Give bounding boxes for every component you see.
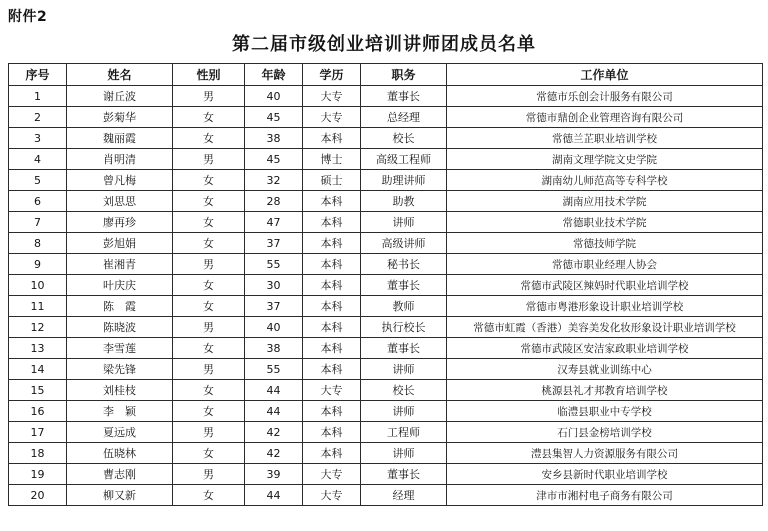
cell-education: 本科 — [303, 191, 361, 212]
cell-gender: 女 — [173, 296, 245, 317]
cell-name: 崔湘青 — [67, 254, 173, 275]
cell-index: 10 — [9, 275, 67, 296]
cell-age: 42 — [245, 422, 303, 443]
cell-position: 董事长 — [361, 338, 447, 359]
cell-age: 40 — [245, 317, 303, 338]
cell-name: 肖明清 — [67, 149, 173, 170]
cell-workplace: 津市市湘村电子商务有限公司 — [447, 485, 763, 506]
cell-name: 曾凡梅 — [67, 170, 173, 191]
cell-name: 夏远成 — [67, 422, 173, 443]
cell-workplace: 常德职业技术学院 — [447, 212, 763, 233]
cell-workplace: 常德市鼎创企业管理咨询有限公司 — [447, 107, 763, 128]
cell-age: 47 — [245, 212, 303, 233]
cell-education: 本科 — [303, 233, 361, 254]
cell-index: 6 — [9, 191, 67, 212]
page-bottom-edge — [0, 521, 768, 531]
cell-age: 44 — [245, 380, 303, 401]
cell-name: 彭菊华 — [67, 107, 173, 128]
cell-workplace: 常德市武陵区安洁家政职业培训学校 — [447, 338, 763, 359]
cell-education: 本科 — [303, 359, 361, 380]
cell-education: 博士 — [303, 149, 361, 170]
cell-education: 大专 — [303, 485, 361, 506]
cell-position: 秘书长 — [361, 254, 447, 275]
table-row — [9, 191, 763, 212]
table-row — [9, 422, 763, 443]
table-row — [9, 107, 763, 128]
cell-workplace: 安乡县新时代职业培训学校 — [447, 464, 763, 485]
cell-index: 14 — [9, 359, 67, 380]
cell-position: 讲师 — [361, 443, 447, 464]
cell-position: 董事长 — [361, 464, 447, 485]
header-education: 学历 — [303, 64, 361, 86]
table-row — [9, 317, 763, 338]
header-position: 职务 — [361, 64, 447, 86]
document-title: 第二届市级创业培训讲师团成员名单 — [232, 34, 536, 55]
cell-education: 本科 — [303, 422, 361, 443]
cell-index: 11 — [9, 296, 67, 317]
cell-age: 44 — [245, 485, 303, 506]
cell-education: 本科 — [303, 443, 361, 464]
cell-index: 7 — [9, 212, 67, 233]
cell-age: 42 — [245, 443, 303, 464]
cell-gender: 女 — [173, 401, 245, 422]
cell-gender: 女 — [173, 380, 245, 401]
cell-gender: 男 — [173, 317, 245, 338]
cell-name: 刘思思 — [67, 191, 173, 212]
cell-gender: 女 — [173, 233, 245, 254]
cell-education: 大专 — [303, 380, 361, 401]
table-row — [9, 380, 763, 401]
cell-name: 陈 霞 — [67, 296, 173, 317]
header-workplace: 工作单位 — [447, 64, 763, 86]
cell-index: 19 — [9, 464, 67, 485]
cell-name: 刘桂枝 — [67, 380, 173, 401]
cell-education: 大专 — [303, 86, 361, 107]
cell-index: 8 — [9, 233, 67, 254]
cell-index: 16 — [9, 401, 67, 422]
header-name: 姓名 — [67, 64, 173, 86]
cell-gender: 男 — [173, 359, 245, 380]
cell-position: 董事长 — [361, 86, 447, 107]
cell-education: 本科 — [303, 254, 361, 275]
cell-workplace: 湖南应用技术学院 — [447, 191, 763, 212]
cell-index: 13 — [9, 338, 67, 359]
cell-gender: 女 — [173, 191, 245, 212]
cell-gender: 男 — [173, 422, 245, 443]
cell-gender: 女 — [173, 212, 245, 233]
cell-name: 梁先锋 — [67, 359, 173, 380]
cell-education: 本科 — [303, 296, 361, 317]
cell-name: 伍晓林 — [67, 443, 173, 464]
cell-position: 高级讲师 — [361, 233, 447, 254]
header-index: 序号 — [9, 64, 67, 86]
cell-age: 40 — [245, 86, 303, 107]
table-row — [9, 485, 763, 506]
cell-workplace: 常德技师学院 — [447, 233, 763, 254]
cell-age: 39 — [245, 464, 303, 485]
cell-index: 15 — [9, 380, 67, 401]
cell-index: 12 — [9, 317, 67, 338]
cell-index: 20 — [9, 485, 67, 506]
cell-gender: 男 — [173, 149, 245, 170]
cell-name: 谢丘波 — [67, 86, 173, 107]
table-row — [9, 86, 763, 107]
cell-gender: 女 — [173, 443, 245, 464]
table-row — [9, 443, 763, 464]
cell-name: 李 颖 — [67, 401, 173, 422]
table-row — [9, 128, 763, 149]
cell-name: 廖再珍 — [67, 212, 173, 233]
cell-position: 总经理 — [361, 107, 447, 128]
cell-workplace: 湖南文理学院文史学院 — [447, 149, 763, 170]
cell-education: 本科 — [303, 338, 361, 359]
cell-index: 5 — [9, 170, 67, 191]
table-row — [9, 275, 763, 296]
cell-gender: 男 — [173, 464, 245, 485]
cell-index: 9 — [9, 254, 67, 275]
member-table — [8, 63, 763, 506]
cell-position: 高级工程师 — [361, 149, 447, 170]
cell-workplace: 桃源县礼才邦教育培训学校 — [447, 380, 763, 401]
table-row — [9, 212, 763, 233]
table-row — [9, 149, 763, 170]
cell-age: 45 — [245, 107, 303, 128]
table-row — [9, 359, 763, 380]
cell-education: 大专 — [303, 464, 361, 485]
cell-education: 大专 — [303, 107, 361, 128]
cell-education: 本科 — [303, 401, 361, 422]
cell-name: 曹志刚 — [67, 464, 173, 485]
cell-gender: 女 — [173, 128, 245, 149]
table-row — [9, 170, 763, 191]
cell-position: 讲师 — [361, 359, 447, 380]
cell-workplace: 澧县集智人力资源服务有限公司 — [447, 443, 763, 464]
cell-age: 45 — [245, 149, 303, 170]
cell-gender: 女 — [173, 107, 245, 128]
cell-workplace: 常德市职业经理人协会 — [447, 254, 763, 275]
cell-name: 魏丽霞 — [67, 128, 173, 149]
cell-gender: 女 — [173, 338, 245, 359]
table-row — [9, 254, 763, 275]
cell-position: 工程师 — [361, 422, 447, 443]
cell-age: 37 — [245, 296, 303, 317]
cell-workplace: 常德市乐创会计服务有限公司 — [447, 86, 763, 107]
cell-position: 经理 — [361, 485, 447, 506]
cell-position: 校长 — [361, 128, 447, 149]
cell-age: 44 — [245, 401, 303, 422]
cell-name: 叶庆庆 — [67, 275, 173, 296]
cell-education: 硕士 — [303, 170, 361, 191]
cell-workplace: 常德市武陵区辣妈时代职业培训学校 — [447, 275, 763, 296]
cell-gender: 女 — [173, 170, 245, 191]
cell-position: 讲师 — [361, 401, 447, 422]
cell-workplace: 石门县金榜培训学校 — [447, 422, 763, 443]
cell-age: 55 — [245, 359, 303, 380]
header-gender: 性别 — [173, 64, 245, 86]
cell-workplace: 常德市粤港形象设计职业培训学校 — [447, 296, 763, 317]
cell-workplace: 湖南幼儿师范高等专科学校 — [447, 170, 763, 191]
cell-position: 校长 — [361, 380, 447, 401]
cell-age: 32 — [245, 170, 303, 191]
cell-index: 2 — [9, 107, 67, 128]
table-row — [9, 464, 763, 485]
cell-age: 37 — [245, 233, 303, 254]
cell-age: 38 — [245, 338, 303, 359]
cell-workplace: 汉寿县就业训练中心 — [447, 359, 763, 380]
cell-age: 28 — [245, 191, 303, 212]
cell-gender: 女 — [173, 485, 245, 506]
table-row — [9, 338, 763, 359]
cell-position: 执行校长 — [361, 317, 447, 338]
cell-workplace: 常德兰芷职业培训学校 — [447, 128, 763, 149]
header-age: 年龄 — [245, 64, 303, 86]
cell-name: 陈晓波 — [67, 317, 173, 338]
cell-name: 柳又新 — [67, 485, 173, 506]
table-header-row — [9, 64, 763, 86]
cell-gender: 男 — [173, 86, 245, 107]
cell-position: 董事长 — [361, 275, 447, 296]
table-row — [9, 401, 763, 422]
cell-index: 3 — [9, 128, 67, 149]
cell-education: 本科 — [303, 128, 361, 149]
cell-index: 4 — [9, 149, 67, 170]
table-row — [9, 233, 763, 254]
cell-education: 本科 — [303, 212, 361, 233]
cell-workplace: 常德市虹霞（香港）美容美发化妆形象设计职业培训学校 — [447, 317, 763, 338]
attachment-label: 附件2 — [8, 9, 48, 25]
cell-position: 助理讲师 — [361, 170, 447, 191]
cell-gender: 男 — [173, 254, 245, 275]
cell-position: 助教 — [361, 191, 447, 212]
cell-education: 本科 — [303, 275, 361, 296]
cell-age: 30 — [245, 275, 303, 296]
cell-index: 18 — [9, 443, 67, 464]
cell-position: 教师 — [361, 296, 447, 317]
cell-index: 1 — [9, 86, 67, 107]
cell-workplace: 临澧县职业中专学校 — [447, 401, 763, 422]
cell-index: 17 — [9, 422, 67, 443]
cell-gender: 女 — [173, 275, 245, 296]
cell-age: 55 — [245, 254, 303, 275]
cell-name: 李雪莲 — [67, 338, 173, 359]
cell-position: 讲师 — [361, 212, 447, 233]
table-row — [9, 296, 763, 317]
cell-name: 彭旭娟 — [67, 233, 173, 254]
cell-education: 本科 — [303, 317, 361, 338]
cell-age: 38 — [245, 128, 303, 149]
